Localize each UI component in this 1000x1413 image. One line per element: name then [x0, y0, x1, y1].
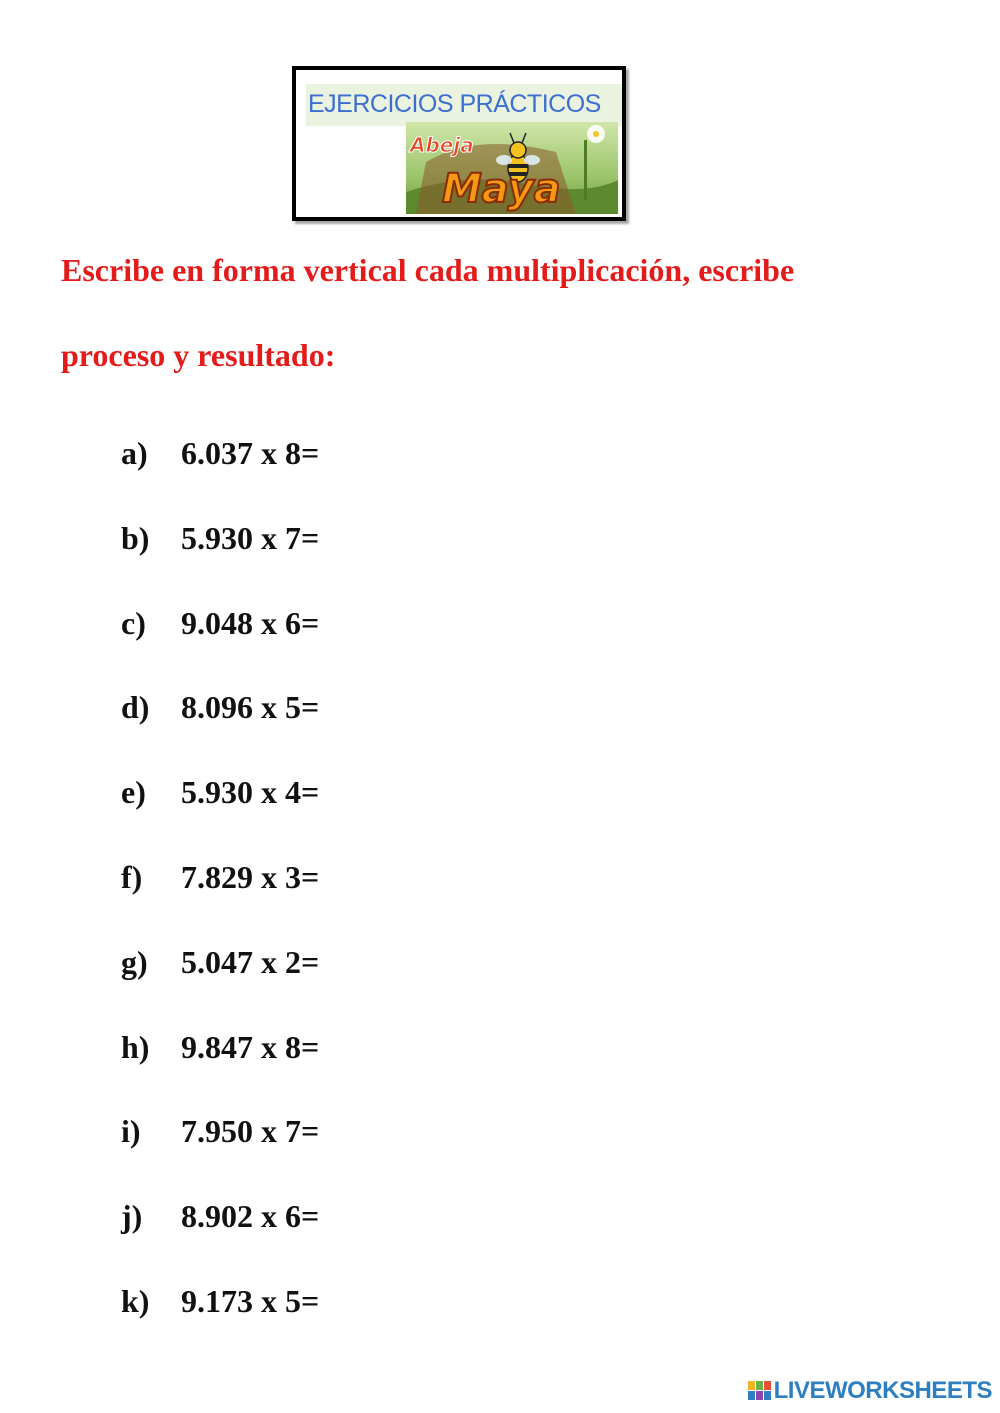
abeja-maya-banner — [406, 122, 618, 214]
exercise-letter: k) — [121, 1283, 150, 1319]
exercise-letter: b) — [121, 519, 150, 556]
exercise-item — [121, 944, 319, 984]
exercise-expression: 9.847 x 8= — [181, 1028, 320, 1065]
exercise-expression: 9.173 x 5= — [181, 1283, 320, 1319]
logo-text-abeja: Abeja — [410, 133, 474, 157]
exercise-expression: 5.930 x 4= — [181, 774, 320, 811]
exercise-item — [121, 520, 319, 560]
header-title: EJERCICIOS PRÁCTICOS — [308, 90, 601, 118]
exercise-item — [121, 859, 319, 899]
exercise-expression: 8.096 x 5= — [181, 689, 320, 726]
exercise-item — [121, 689, 319, 729]
exercise-letter: e) — [121, 774, 146, 811]
exercise-letter: d) — [121, 689, 150, 726]
liveworksheets-icon — [748, 1381, 772, 1401]
exercise-expression: 5.930 x 7= — [181, 519, 320, 556]
instruction-line-2: proceso y resultado: — [61, 337, 336, 373]
exercise-expression: 7.829 x 3= — [181, 859, 320, 895]
exercise-letter: c) — [121, 604, 146, 641]
exercise-expression: 8.902 x 6= — [181, 1198, 320, 1235]
exercise-letter: g) — [121, 943, 148, 980]
exercise-expression: 7.950 x 7= — [181, 1113, 320, 1150]
exercise-item — [121, 605, 319, 645]
logo-text-maya: Maya — [442, 166, 561, 212]
exercise-expression: 5.047 x 2= — [181, 943, 320, 980]
exercise-item — [121, 1283, 319, 1323]
exercise-letter: a) — [121, 435, 148, 471]
exercise-item — [121, 774, 319, 814]
instruction-line-1: Escribe en forma vertical cada multiplicación, escribe — [61, 252, 795, 288]
exercise-item — [121, 435, 319, 475]
exercise-item — [121, 1198, 319, 1238]
exercise-expression: 6.037 x 8= — [181, 435, 320, 471]
liveworksheets-logo[interactable] — [748, 1377, 992, 1405]
exercise-letter: f) — [121, 859, 143, 895]
header-box — [292, 66, 626, 221]
brand-name: LIVEWORKSHEETS — [773, 1377, 992, 1404]
exercise-letter: j) — [121, 1198, 143, 1235]
exercise-letter: h) — [121, 1028, 150, 1065]
exercise-item — [121, 1029, 319, 1069]
abeja-maya-logo — [406, 122, 618, 214]
exercise-expression: 9.048 x 6= — [181, 604, 320, 641]
exercise-item — [121, 1113, 319, 1153]
exercise-letter: i) — [121, 1113, 141, 1150]
